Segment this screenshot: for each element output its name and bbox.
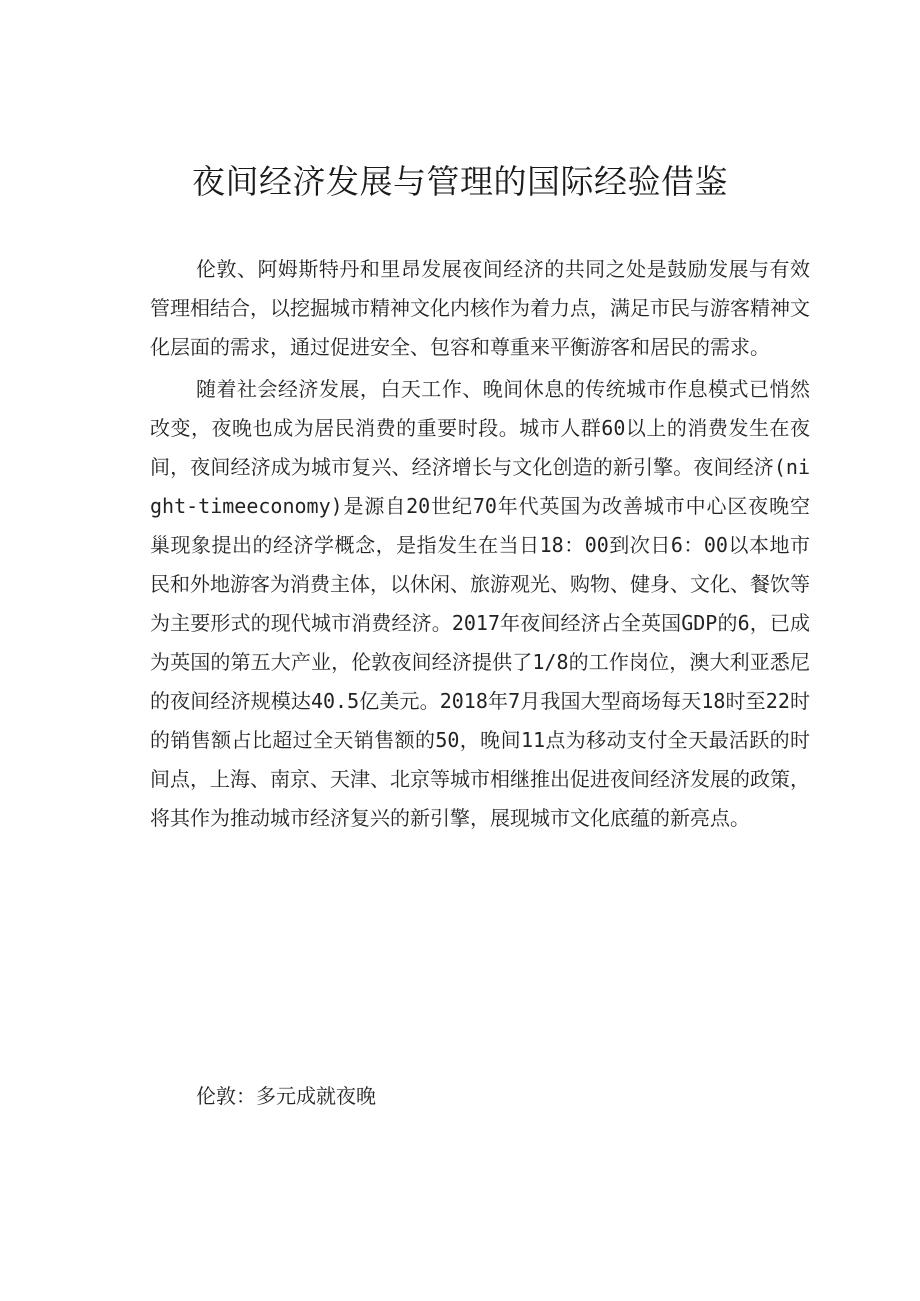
paragraph-1: 伦敦、阿姆斯特丹和里昂发展夜间经济的共同之处是鼓励发展与有效管理相结合，以挖掘城市精神文化内核作为着力点，满足市民与游客精神文化层面的需求，通过促进安全、包容和尊重来平衡游客和居民的需求。 xyxy=(150,257,810,359)
document-title: 夜间经济发展与管理的国际经验借鉴 xyxy=(192,162,728,201)
paragraph-2: 随着社会经济发展，白天工作、晚间休息的传统城市作息模式已悄然改变，夜晚也成为居民消费的重要时段。城市人群60以上的消费发生在夜间，夜间经济成为城市复兴、经济增长与文化创造的新引擎。夜间经济(night-timeeconomy)是源自20世纪70年代英国为改善城市中心区夜晚空巢现象提出的经济学概念，是指发生在当日18：00到次日6：00以本地市民和外地游客为消费主体，以休闲、旅游观光、购物、健身、文化、餐饮等为主要形式的现代城市消费经济。2017年夜间经济占全英国GDP的6，已成为英国的第五大产业，伦敦夜间经济提供了1/8的工作岗位，澳大利亚悉尼的夜间经济规模达40.5亿美元。2018年7月我国大型商场每天18时至22时的销售额占比超过全天销售额的50，晚间11点为移动支付全天最活跃的时间点，上海、南京、天津、北京等城市相继推出促进夜间经济发展的政策，将其作为推动城市经济复兴的新引擎，展现城市文化底蕴的新亮点。 xyxy=(150,377,810,830)
section-heading: 伦敦：多元成就夜晚 xyxy=(196,1084,376,1108)
document-body xyxy=(150,250,810,838)
